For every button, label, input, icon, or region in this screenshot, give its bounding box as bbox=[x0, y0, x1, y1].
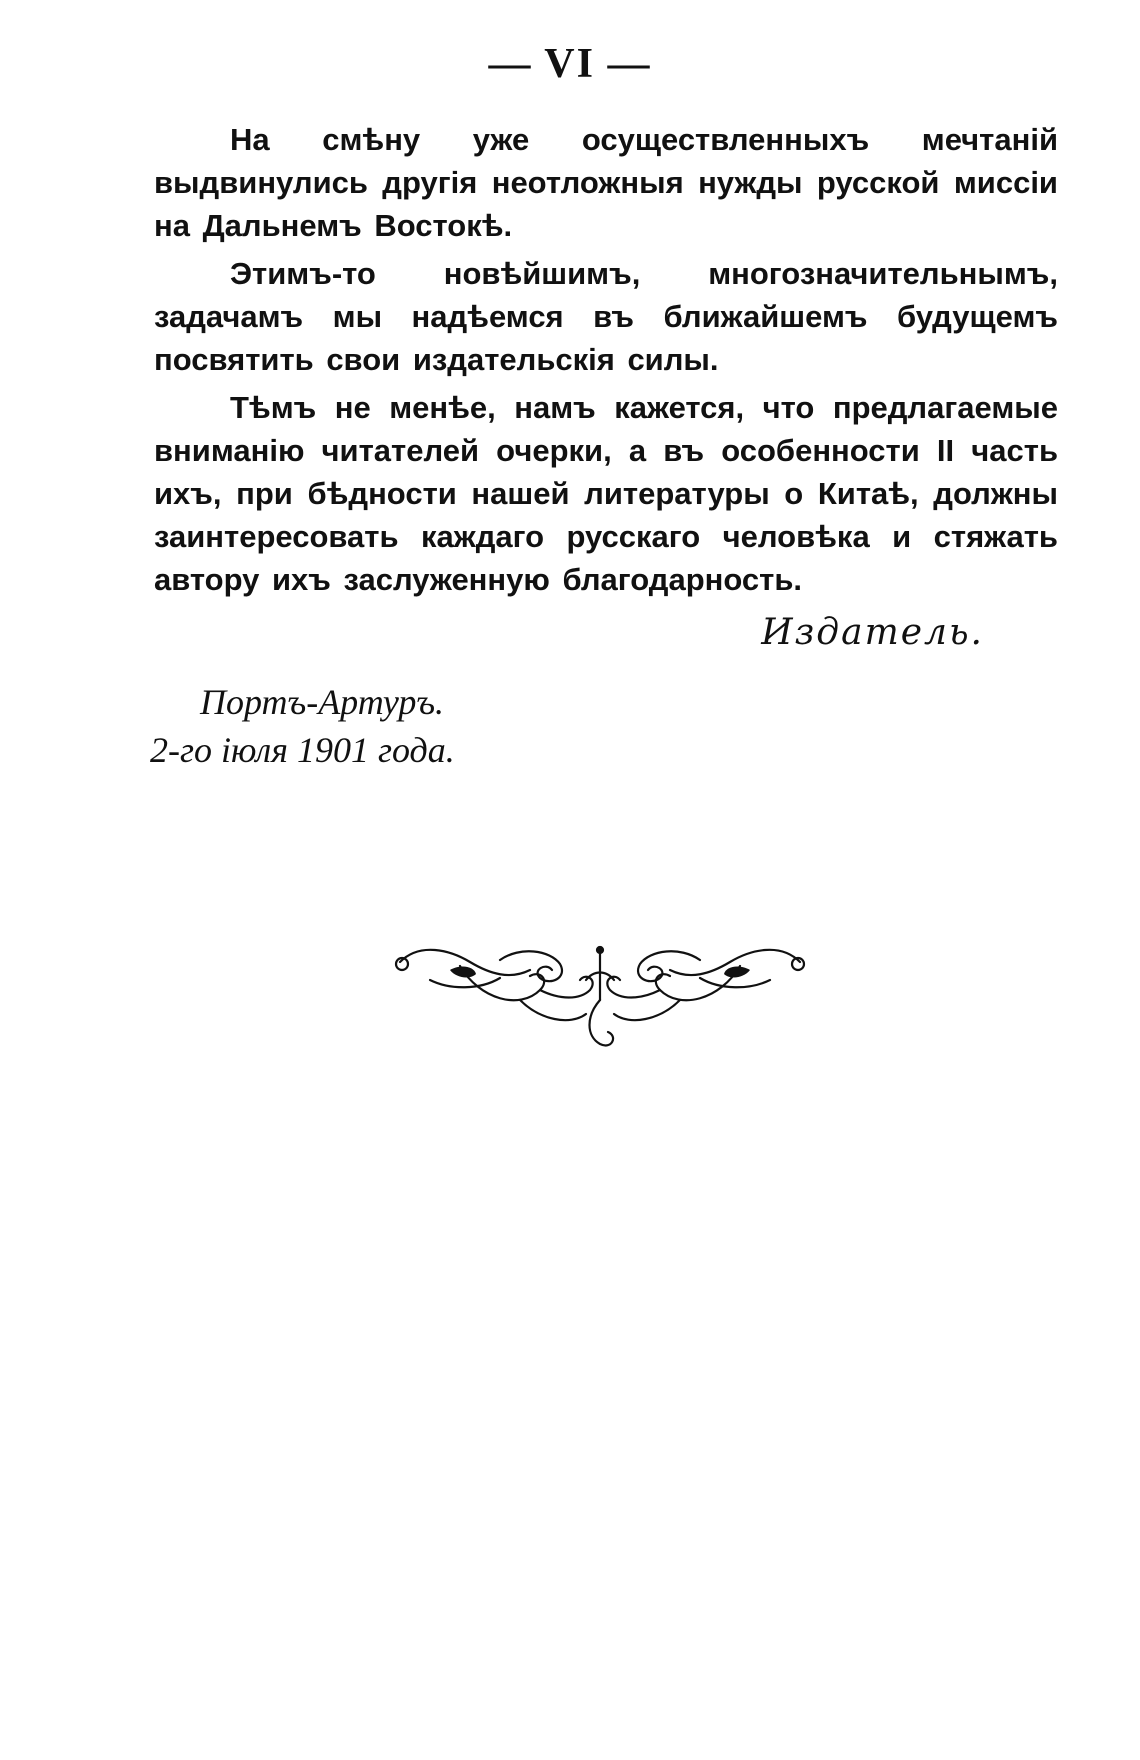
paragraph-3: Тѣмъ не менѣе, намъ кажется, что предлагаемые вниманію читателей очерки, а въ особенности II часть ихъ, при бѣдности нашей литературы о Китаѣ, должны заинтересовать каждаго русскаго человѣка и стяжать автору ихъ заслуженную благодарность. bbox=[154, 390, 1058, 597]
publisher-signature: Издатель. bbox=[761, 612, 984, 653]
body-text bbox=[154, 118, 1058, 606]
place-line: Портъ-Артуръ. bbox=[200, 682, 445, 722]
paragraph-1: На смѣну уже осуществленныхъ мечтаній выдвинулись другія неотложныя нужды русской миссіи на Дальнемъ Востокѣ. bbox=[154, 122, 1058, 243]
date-line: 2-го іюля 1901 года. bbox=[150, 730, 455, 770]
paragraph-2: Этимъ-то новѣйшимъ, многозначительнымъ, задачамъ мы надѣемся въ ближайшемъ будущемъ посвятить свои издательскія силы. bbox=[154, 256, 1058, 377]
page-number: — VI — bbox=[488, 41, 652, 87]
flourish-ornament bbox=[390, 940, 810, 1060]
